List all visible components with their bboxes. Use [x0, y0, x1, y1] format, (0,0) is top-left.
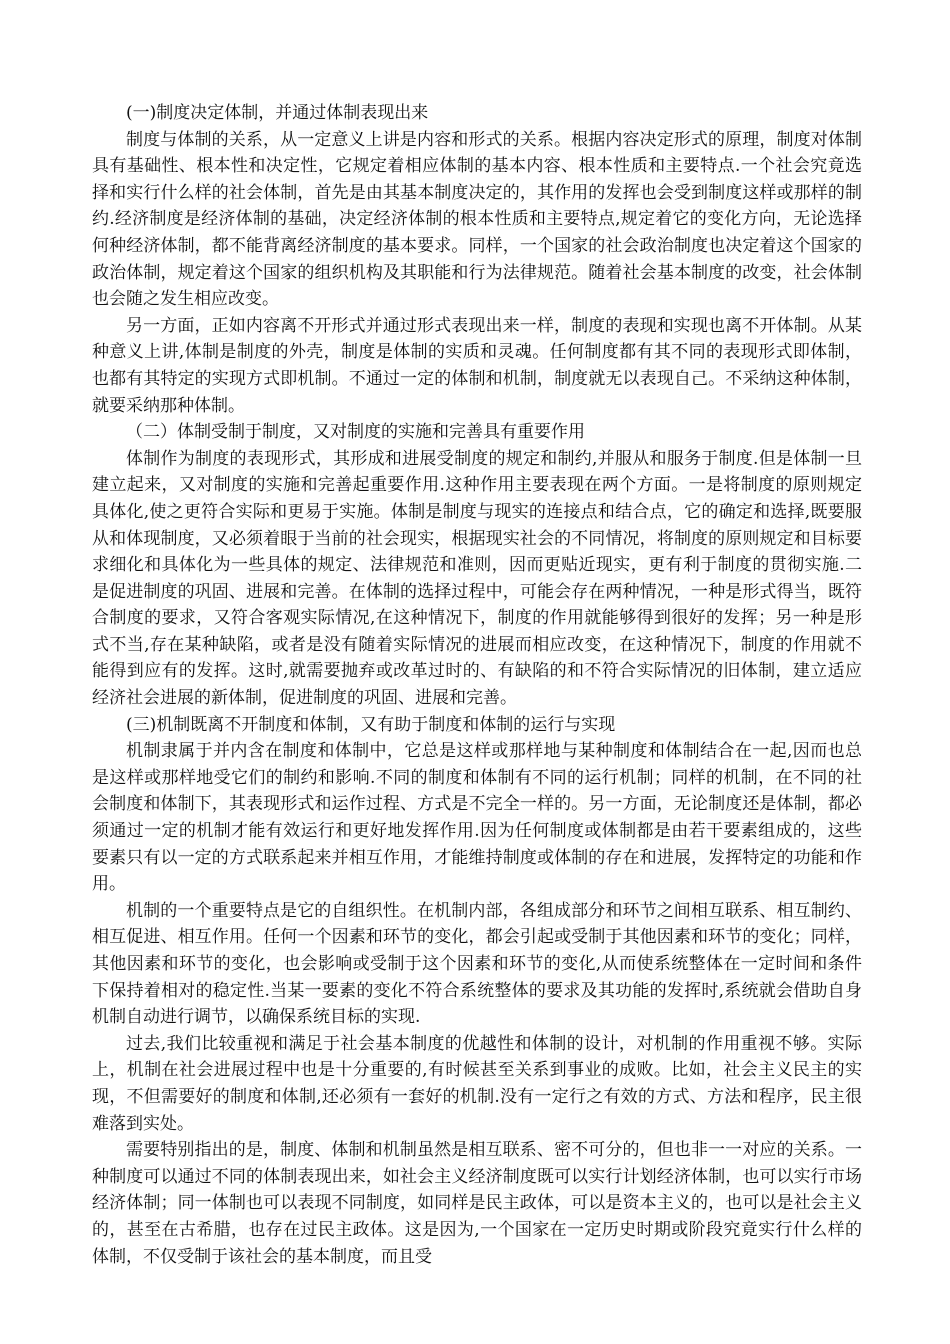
paragraph: 过去,我们比较重视和满足于社会基本制度的优越性和体制的设计，对机制的作用重视不够。实际上，机制在社会进展过程中也是十分重要的,有时候甚至关系到事业的成败。比如，社会主义民主的实现，不但需要好的制度和体制,还必须有一套好的机制.没有一定行之有效的方式、方法和程序，民主很难落到实处。 [92, 1033, 862, 1134]
paragraph: 机制的一个重要特点是它的自组织性。在机制内部，各组成部分和环节之间相互联系、相互制约、相互促进、相互作用。任何一个因素和环节的变化，都会引起或受制于其他因素和环节的变化；同样，其他因素和环节的变化，也会影响或受制于这个因素和环节的变化,从而使系统整体在一定时间和条件下保持着相对的稳定性.当某一要素的变化不符合系统整体的要求及其功能的发挥时,系统就会借助自身机制自动进行调节，以确保系统目标的实现. [92, 900, 862, 1028]
section-heading-3: (三)机制既离不开制度和体制，又有助于制度和体制的运行与实现 [126, 714, 616, 735]
section-heading-1: (一)制度决定体制，并通过体制表现出来 [126, 103, 429, 123]
paragraph: 需要特别指出的是，制度、体制和机制虽然是相互联系、密不可分的，但也非一一对应的关系。一种制度可以通过不同的体制表现出来，如社会主义经济制度既可以实行计划经济体制，也可以实行市场经济体制；同一体制也可以表现不同制度，如同样是民主政体，可以是资本主义的，也可以是社会主义的，甚至在古希腊，也存在过民主政体。这是因为,一个国家在一定历史时期或阶段究竟实行什么样的体制，不仅受制于该社会的基本制度，而且受 [92, 1140, 862, 1267]
paragraph: 机制隶属于并内含在制度和体制中，它总是这样或那样地与某种制度和体制结合在一起,因而也总是这样或那样地受它们的制约和影响.不同的制度和体制有不同的运行机制；同样的机制，在不同的社会制度和体制下，其表现形式和运作过程、方式是不完全一样的。另一方面，无论制度还是体制，都必须通过一定的机制才能有效运行和更好地发挥作用.因为任何制度或体制都是由若干要素组成的，这些要素只有以一定的方式联系起来并相互作用，才能维持制度或体制的存在和进展，发挥特定的功能和作用。 [92, 741, 862, 895]
paragraph: 另一方面，正如内容离不开形式并通过形式表现出来一样，制度的表现和实现也离不开体制。从某种意义上讲,体制是制度的外壳，制度是体制的实质和灵魂。任何制度都有其不同的表现形式即体制，也都有其特定的实现方式即机制。不通过一定的体制和机制，制度就无以表现自己。不采纳这种体制，就要采纳那种体制。 [92, 315, 862, 416]
section-heading-2: （二）体制受制于制度，又对制度的实施和完善具有重要作用 [126, 422, 585, 443]
paragraph: 体制作为制度的表现形式，其形成和进展受制度的规定和制约,并服从和服务于制度.但是体制一旦建立起来，又对制度的实施和完善起重要作用.这种作用主要表现在两个方面。一是将制度的原则规定具体化,使之更符合实际和更易于实施。体制是制度与现实的连接点和结合点，它的确定和选择,既要服从和体现制度，又必须着眼于当前的社会现实，根据现实社会的不同情况，将制度的原则规定和目标要求细化和具体化为一些具体的规定、法律规范和准则，因而更贴近现实，更有利于制度的贯彻实施.二是促进制度的巩固、进展和完善。在体制的选择过程中，可能会存在两种情况，一种是形式得当，既符合制度的要求，又符合客观实际情况,在这种情况下，制度的作用就能够得到很好的发挥；另一种是形式不当,存在某种缺陷，或者是没有随着实际情况的进展而相应改变，在这种情况下，制度的作用就不能得到应有的发挥。这时,就需要抛弃或改革过时的、有缺陷的和不符合实际情况的旧体制，建立适应经济社会进展的新体制，促进制度的巩固、进展和完善。 [92, 448, 862, 709]
paragraph: 制度与体制的关系，从一定意义上讲是内容和形式的关系。根据内容决定形式的原理，制度对体制具有基础性、根本性和决定性，它规定着相应体制的基本内容、根本性质和主要特点.一个社会究竟选择和实行什么样的社会体制，首先是由其基本制度决定的，其作用的发挥也会受到制度这样或那样的制约.经济制度是经济体制的基础，决定经济体制的根本性质和主要特点,规定着它的变化方向，无论选择何种经济体制，都不能背离经济制度的基本要求。同样，一个国家的社会政治制度也决定着这个国家的政治体制，规定着这个国家的组织机构及其职能和行为法律规范。随着社会基本制度的改变，社会体制也会随之发生相应改变。 [92, 129, 862, 310]
